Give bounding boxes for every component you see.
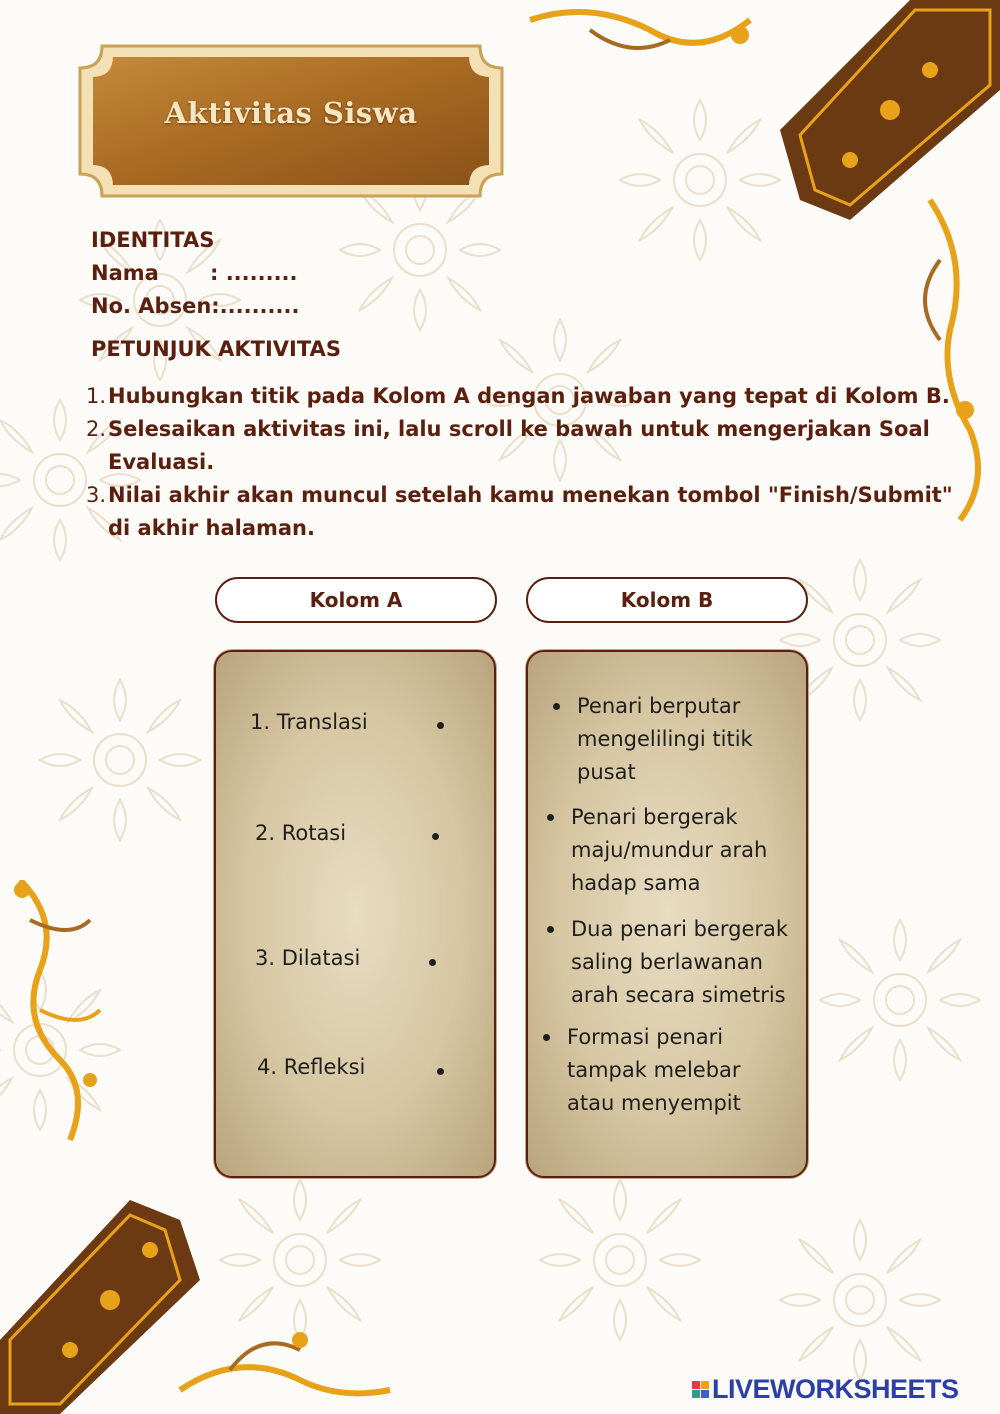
kolom-a-dot-4[interactable] xyxy=(437,1068,444,1075)
kolom-b-dot-2[interactable] xyxy=(547,814,554,821)
nama-field[interactable]: : ......... xyxy=(210,261,298,285)
kolom-b-dot-4[interactable] xyxy=(543,1034,550,1041)
absen-field[interactable]: No. Absen:.......... xyxy=(91,294,300,318)
kolom-b-dot-3[interactable] xyxy=(547,926,554,933)
kolom-a-item-dilatasi: 3. Dilatasi xyxy=(255,946,361,970)
kolom-b-item xyxy=(553,690,783,789)
kolom-a-dot-1[interactable] xyxy=(437,722,444,729)
kolom-b-item xyxy=(547,801,787,900)
instruction-text: Selesaikan aktivitas ini, lalu scroll ke bawah untuk mengerjakan Soal Evaluasi. xyxy=(108,417,930,474)
identitas-section xyxy=(91,224,299,323)
instruction-text: Nilai akhir akan muncul setelah kamu menekan tombol "Finish/Submit" di akhir halaman. xyxy=(108,483,953,540)
instruction-item xyxy=(86,413,956,479)
instruction-item xyxy=(86,380,956,413)
kolom-b-item-text: Penari bergerak maju/mundur arah hadap sama xyxy=(571,805,768,895)
instruction-text: Hubungkan titik pada Kolom A dengan jawaban yang tepat di Kolom B. xyxy=(108,384,950,408)
instruction-item xyxy=(86,479,956,545)
instruction-number: 2. xyxy=(86,417,107,441)
identitas-heading: IDENTITAS xyxy=(91,228,215,252)
page-title: Aktivitas Siswa xyxy=(164,96,418,130)
instruction-number: 1. xyxy=(86,384,107,408)
instruction-list xyxy=(86,380,956,545)
kolom-a-item-rotasi: 2. Rotasi xyxy=(255,821,347,845)
nama-row xyxy=(91,257,299,290)
kolom-a-item-translasi: 1. Translasi xyxy=(250,710,368,734)
kolom-b-item-text: Formasi penari tampak melebar atau menyempit xyxy=(567,1025,741,1115)
absen-row xyxy=(91,290,299,323)
kolom-a-dot-3[interactable] xyxy=(429,959,436,966)
kolom-a-item-refleksi: 4. Refleksi xyxy=(257,1055,366,1079)
kolom-b-item-text: Penari berputar mengelilingi titik pusat xyxy=(577,694,753,784)
instruction-number: 3. xyxy=(86,483,107,507)
nama-label: Nama xyxy=(91,261,159,285)
kolom-a-dot-2[interactable] xyxy=(432,833,439,840)
bottom-left-ornament xyxy=(0,1190,400,1414)
kolom-b-item-text: Dua penari bergerak saling berlawanan arah secara simetris xyxy=(571,917,789,1007)
left-ornament xyxy=(0,880,120,1150)
kolom-b-item xyxy=(547,913,807,1012)
kolom-a-header: Kolom A xyxy=(215,577,497,623)
logo-text: LIVEWORKSHEETS xyxy=(712,1374,959,1404)
kolom-b-dot-1[interactable] xyxy=(553,703,560,710)
petunjuk-heading: PETUNJUK AKTIVITAS xyxy=(91,337,341,361)
kolom-b-item xyxy=(543,1021,763,1120)
logo-mark-icon xyxy=(692,1381,709,1398)
kolom-b-header: Kolom B xyxy=(526,577,808,623)
liveworksheets-logo xyxy=(692,1374,959,1405)
